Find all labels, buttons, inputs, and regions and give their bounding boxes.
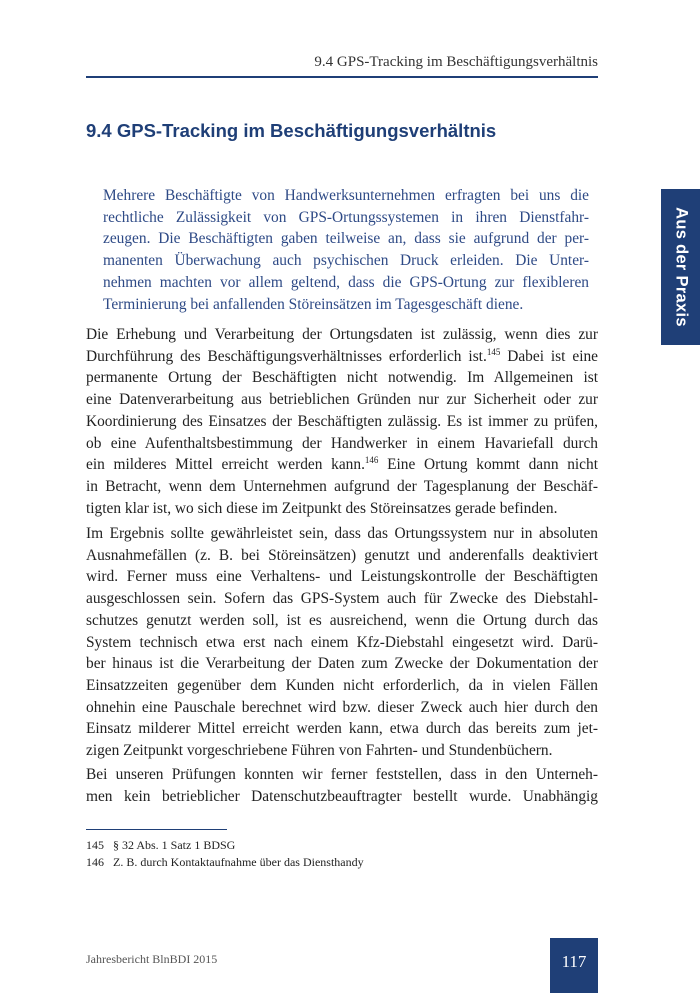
text-line: eine Datenverarbeitung aus betrieblichen Gründen nur zur Sicherheit oder zur <box>86 391 598 409</box>
footer-publication: Jahresbericht BlnBDI 2015 <box>86 952 218 966</box>
text-segment: Eine Ortung kommt dann nicht <box>378 456 598 474</box>
footnote-text: § 32 Abs. 1 Satz 1 BDSG <box>113 838 236 852</box>
running-header: 9.4 GPS-Tracking im Beschäftigungsverhältnis <box>314 54 598 70</box>
text-line: wird. Ferner muss eine Verhaltens- und Leistungskontrolle der Beschäftigten <box>86 568 598 586</box>
footnote-number: 146 <box>86 855 104 869</box>
text-line: tigten klar ist, wo sich diese im Zeitpunkt des Störeinsatzes gerade befinden. <box>86 499 558 517</box>
footnote-ref-146[interactable]: 146 <box>364 455 379 466</box>
case-line: zeugen. Die Beschäftigten gaben teilweise an, dass sie aufgrund der per- <box>103 230 589 248</box>
text-line: ber hinaus ist die Verarbeitung der Daten zum Zwecke der Dokumentation der <box>86 655 598 673</box>
case-line: manenten Überwachung auch psychischen Druck erleiden. Die Unter- <box>103 252 589 270</box>
text-line: men kein betrieblicher Datenschutzbeauftragter bestellt wurde. Unabhängig <box>86 787 598 805</box>
footnote-ref-145[interactable]: 145 <box>486 346 501 357</box>
text-line: ohnehin eine Pauschale berechnet wird bzw. dieser Zweck auch hier durch den <box>86 698 598 716</box>
text-line: ausgeschlossen sein. Sofern das GPS-System auch für Zwecke des Diebstahl- <box>86 590 598 608</box>
text-line: Bei unseren Prüfungen konnten wir ferner feststellen, dass in den Unterneh- <box>86 766 598 783</box>
text-line: permanente Ortung der Beschäftigten nicht notwendig. Im Allgemeinen ist <box>86 369 598 387</box>
text-line: System technisch etwa erst nach einem Kfz-Diebstahl eingesetzt wird. Darü- <box>86 633 598 651</box>
footnote-number: 145 <box>86 838 104 852</box>
text-line <box>86 454 598 476</box>
text-line: Einsatz milderer Mittel erreicht werden kann, etwa durch das bereits zum jet- <box>86 720 598 738</box>
text-segment: Dabei ist eine <box>500 347 598 365</box>
body-paragraph-1 <box>86 324 598 519</box>
case-line: Terminierung bei anfallenden Störeinsätzen im Tagesgeschäft diene. <box>103 295 524 313</box>
text-segment: ein milderes Mittel erreicht werden kann. <box>86 456 365 474</box>
text-line: Koordinierung des Einsatzes der Beschäftigten zulässig. Es ist immer zu prüfen, <box>86 412 598 430</box>
text-line: ob eine Aufenthaltsbestimmung der Handwerker in einem Havariefall durch <box>86 434 598 452</box>
page-number-box <box>550 938 598 993</box>
side-tab-label: Aus der Praxis <box>672 207 690 327</box>
header-rule <box>86 76 598 78</box>
text-line: Ausnahmefällen (z. B. bei Störeinsätzen) genutzt und anderenfalls deaktiviert <box>86 546 598 564</box>
case-line: Mehrere Beschäftigte von Handwerksunternehmen erfragten bei uns die <box>103 187 589 204</box>
footnote-text: Z. B. durch Kontaktaufnahme über das Diensthandy <box>113 855 364 869</box>
text-line: Im Ergebnis sollte gewährleistet sein, dass das Ortungssystem nur in absoluten <box>86 525 598 542</box>
text-line: in Betracht, wenn dem Unternehmen aufgrund der Tagesplanung der Beschäf- <box>86 477 598 495</box>
footnote-145 <box>86 838 235 853</box>
text-segment: Durchführung des Beschäftigungsverhältnisses erforderlich ist. <box>86 347 487 365</box>
footnote-146 <box>86 855 364 870</box>
side-tab <box>661 189 700 345</box>
footnote-separator <box>86 829 227 830</box>
body-paragraph-3 <box>86 764 598 807</box>
text-line: Die Erhebung und Verarbeitung der Ortungsdaten ist zulässig, wenn dies zur <box>86 326 598 343</box>
case-line: rechtliche Zulässigkeit von GPS-Ortungssystemen in ihren Dienstfahr- <box>103 208 589 226</box>
case-description <box>103 185 589 315</box>
text-line: schutzes genutzt werden soll, ist es ausreichend, wenn die Ortung durch das <box>86 611 598 629</box>
text-line: zigen Zeitpunkt vorgeschriebene Führen von Fahrten- und Stundenbüchern. <box>86 742 553 760</box>
text-line: Einsatzzeiten gegenüber dem Kunden nicht erforderlich, da in vielen Fällen <box>86 676 598 694</box>
body-paragraph-2 <box>86 523 598 762</box>
case-line: nehmen machten vor allem geltend, dass die GPS-Ortung zur flexibleren <box>103 273 589 291</box>
page-number: 117 <box>561 952 587 971</box>
section-title: 9.4 GPS-Tracking im Beschäftigungsverhältnis <box>86 120 497 141</box>
text-line <box>86 346 598 368</box>
